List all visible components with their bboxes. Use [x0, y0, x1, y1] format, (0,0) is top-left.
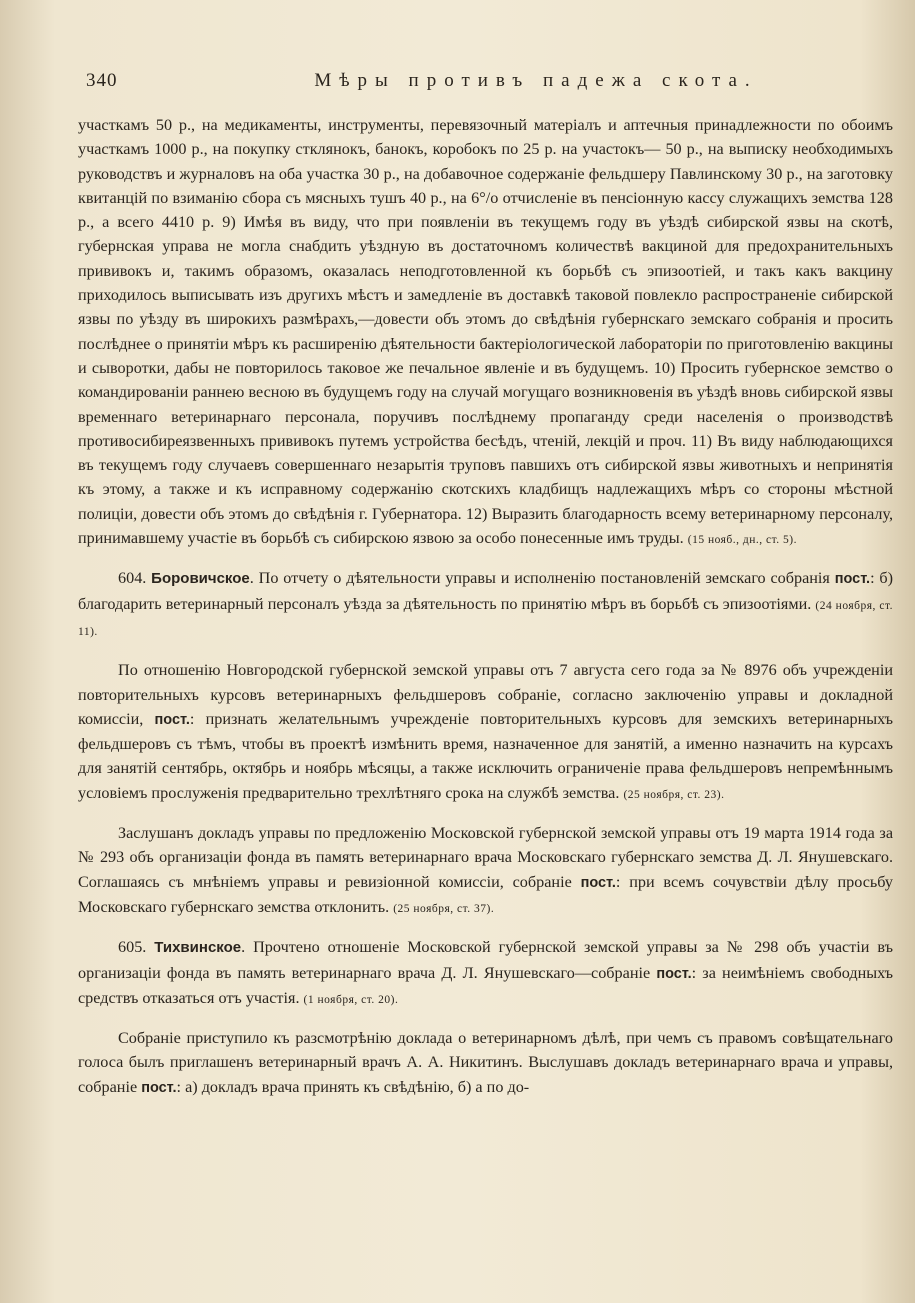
paragraph-text: : признать желательнымъ учрежденіе повторительныхъ курсовъ для земскихъ ветеринарныхъ фельдшеровъ съ тѣмъ, чтобы въ проектѣ измѣнить время, назначенное для занятій, а именно назначить на курсахъ для занятій сентябрь, октябрь и ноябрь мѣсяцы, а также исключить ограниченіе права фельдшеровъ непремѣннымъ условіемъ прослуженія предварительно трехлѣтняго срока на службѣ земства.: [78, 709, 893, 802]
paragraph-text: : б) благодарить ветеринарный персоналъ уѣзда за дѣятельность по принятію мѣръ въ борьбѣ съ эпизоотіями.: [78, 569, 894, 613]
source-reference: (1 ноября, ст. 20).: [303, 993, 399, 1006]
paragraph-text: По отношенію Новгородской губернской земской управы отъ 7 августа сего года за № 8976 объ учрежденіи повторительныхъ курсовъ ветеринарныхъ фельдшеровъ собраніе, согласно заключенію управы и докладной комиссіи,: [78, 661, 893, 728]
paragraph-text: Собраніе приступило къ разсмотрѣнію доклада о ветеринарномъ дѣлѣ, при чемъ съ правомъ совѣщательнаго голоса былъ приглашенъ ветеринарный врачъ А. А. Никитинъ. Выслушавъ докладъ ветеринарнаго врача и управы, собраніе: [78, 1029, 893, 1096]
resolution-marker: пост.: [580, 874, 616, 891]
running-title: Мѣры противъ падежа скота.: [314, 70, 758, 91]
resolution-marker: пост.: [154, 711, 190, 728]
paragraph: [78, 566, 893, 644]
page-number: 340: [86, 70, 118, 91]
source-reference: (24 ноября, ст. 11).: [78, 599, 893, 638]
paragraph-text: Заслушанъ докладъ управы по предложенію Московской губернской земской управы отъ 19 марта 1914 года за № 293 объ организаціи фонда въ память ветеринарнаго врача Московскаго губернскаго земства Д. Л. Янушевскаго. Соглашаясь съ мнѣніемъ управы и ревизіонной комиссіи, собраніе: [78, 824, 893, 891]
paragraph-text: : за неимѣніемъ свободныхъ средствъ отказаться отъ участія.: [78, 963, 893, 1007]
paragraph-text: . Прочтено отношеніе Московской губернской земской управы за № 298 объ участіи въ организаціи фонда въ память ветеринарнаго врача Д. Л. Янушевскаго—собраніе: [78, 938, 893, 982]
entry-number: 604.: [118, 569, 152, 588]
source-reference: (25 ноября, ст. 37).: [393, 902, 495, 915]
paragraph-text: участкамъ 50 р., на медикаменты, инструменты, перевязочный матеріалъ и аптечныя принадлежности по обоимъ участкамъ 1000 р., на покупку стклянокъ, банокъ, коробокъ по 25 р. на участокъ— 50 р., на выписку необходимыхъ руководствъ и журналовъ на оба участка 30 р., на добавочное содержаніе фельдшеру Павлинскому 30 р., на заготовку квитанцій по взиманію сбора съ мясныхъ тушъ 40 р., на 6°/o отчисленіе въ пенсіонную кассу служащихъ земства 128 р., а всего 4410 р. 9) Имѣя въ виду, что при появленіи въ текущемъ году въ уѣздѣ сибирской язвы на скотѣ, губернская управа не могла снабдить уѣздную въ достаточномъ количествѣ вакциной для предохранительныхъ прививокъ и, такимъ образомъ, оказалась неподготовленной къ борьбѣ съ эпизоотіей, и такъ какъ вакцину приходилось выписывать изъ другихъ мѣстъ и замедленіе въ доставкѣ таковой повлекло распространеніе сибирской язвы по уѣзду въ широкихъ размѣрахъ,—довести объ этомъ до свѣдѣнія губернскаго земскаго собранія и просить послѣднее о принятіи мѣръ къ расширенію дѣятельности бактеріологической лабораторіи по приготовленію вакцины и сыворотки, дабы не повторилось таковое же печальное явленіе и въ будущемъ. 10) Просить губернское земство о командированіи раннею весною въ будущемъ году на случай могущаго возникновенія въ уѣздѣ вновь сибирской язвы временнаго ветеринарнаго персонала, поручивъ послѣднему пропаганду среди населенія о производствѣ противосибиреязвенныхъ прививокъ путемъ устройства бесѣдъ, чтеній, лекцій и проч. 11) Въ виду наблюдающихся въ текущемъ году случаевъ совершеннаго незарытія труповъ павшихъ отъ сибирской язвы животныхъ и непринятія къ этому, а также и къ исправному содержанію скотскихъ кладбищъ надлежащихъ мѣръ со стороны мѣстной полиціи, довести объ этомъ до свѣдѣнія г. Губернатора. 12) Выразить благодарность всему ветеринарному персоналу, принимавшему участіе въ борьбѣ съ сибирскою язвою за особо понесенные имъ труды.: [78, 116, 893, 548]
entry-number: 605.: [118, 938, 155, 957]
paragraph: [78, 1026, 893, 1100]
source-reference: (15 нояб., дн., ст. 5).: [687, 534, 797, 547]
resolution-marker: пост.: [656, 965, 692, 982]
zemstvo-name: Тихвинское: [154, 939, 242, 957]
resolution-marker: пост.: [141, 1079, 177, 1096]
paragraph-text: : при всемъ сочувствіи дѣлу просьбу Московскаго губернскаго земства отклонить.: [78, 872, 893, 916]
paragraph: [78, 821, 893, 921]
resolution-marker: пост.: [834, 571, 871, 588]
paragraph-text: : а) докладъ врача принять къ свѣдѣнію, б) а по до-: [176, 1077, 530, 1096]
paragraph: [78, 658, 893, 807]
source-reference: (25 ноября, ст. 23).: [623, 788, 725, 801]
paragraph: [78, 113, 893, 552]
page-header: [86, 66, 896, 96]
paragraph: [78, 935, 893, 1012]
zemstvo-name: Боровичское: [151, 570, 250, 588]
body-text: [78, 113, 893, 1114]
paragraph-text: . По отчету о дѣятельности управы и исполненію постановленій земскаго собранія: [249, 569, 835, 588]
